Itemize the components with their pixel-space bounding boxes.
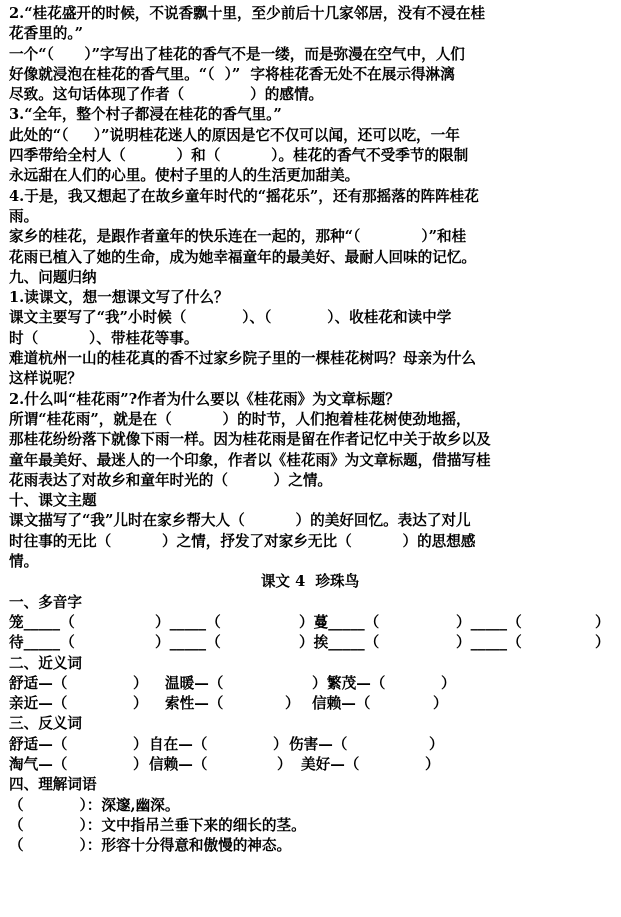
synonym-cell: ）	[433, 695, 448, 713]
synonym-cell: ）	[285, 695, 300, 713]
polyphone-cell: ）_____（	[155, 613, 221, 631]
antonym-row	[9, 735, 611, 755]
synonym-cell: ）	[441, 674, 456, 692]
polyphone-cell: 笼_____（	[9, 613, 75, 631]
antonym-cell: ）	[277, 755, 292, 773]
vocabulary-definition: （ ）：深邃,幽深。	[9, 796, 180, 814]
synonym-cell: ）	[312, 674, 327, 692]
synonym-cell: 繁茂—（	[327, 674, 386, 692]
antonym-cell: 舒适—（	[9, 735, 68, 753]
question-2-answer-line1: 所谓“桂花雨”，就是在（ ）的时节，人们抱着桂花树使劲地摇，	[9, 410, 471, 428]
theme-line2: 时往事的无比（ ）之情，抒发了对家乡无比（ ）的思想感	[9, 532, 476, 550]
synonym-cell: 索性—（	[165, 695, 224, 713]
synonym-cell: 亲近—（	[9, 695, 68, 713]
vocabulary-definition: （ ）：形容十分得意和傲慢的神态。	[9, 837, 292, 855]
antonym-cell: 美好—（	[301, 755, 360, 773]
q2-quote-line2: 花香里的。”	[9, 25, 84, 43]
q2-answer-line2: 好像就浸泡在桂花的香气里。“（ ）” 字将桂花香无处不在展示得淋漓	[9, 65, 455, 83]
section-heading-questions: 九、问题归纳	[9, 268, 97, 286]
vocabulary-definition: （ ）：文中指吊兰垂下来的细长的茎。	[9, 816, 306, 834]
polyphone-cell: ）	[595, 613, 610, 631]
section-heading-vocabulary: 四、理解词语	[9, 776, 97, 794]
antonym-cell: ）	[425, 755, 440, 773]
section-heading-antonyms: 三、反义词	[9, 715, 82, 733]
synonym-row	[9, 694, 611, 714]
question-1: 1.读课文，想一想课文写了什么？	[9, 289, 229, 307]
q2-answer-line1: 一个“（ ）”字写出了桂花的香气不是一缕，而是弥漫在空气中，人们	[9, 45, 465, 63]
question-1-answer-line2: 时（ ）、带桂花等事。	[9, 329, 199, 347]
polyphone-cell: ）_____（	[155, 634, 221, 652]
question-2-answer-line3: 童年最美好、最迷人的一个印象，作者以《桂花雨》为文章标题，借描写桂	[9, 451, 491, 469]
antonym-cell: ）	[133, 735, 148, 753]
synonym-cell: ）	[133, 674, 148, 692]
antonym-cell: ）	[133, 755, 148, 773]
q3-answer-line1: 此处的“（ ）”说明桂花迷人的原因是它不仅可以闻，还可以吃，一年	[9, 126, 460, 144]
q3-answer-line2: 四季带给全村人（ ）和（ ）。桂花的香气不受季节的限制	[9, 147, 469, 165]
synonym-cell: 信赖—（	[312, 695, 371, 713]
q4-quote-line2: 雨。	[9, 207, 39, 225]
antonym-cell: 淘气—（	[9, 755, 68, 773]
q4-answer-line2: 花雨已植入了她的生命，成为她幸福童年的最美好、最耐人回味的记忆。	[9, 248, 477, 266]
q2-quote-line1: 2.“桂花盛开的时候，不说香飘十里，至少前后十几家邻居，没有不浸在桂	[9, 5, 486, 22]
theme-line1: 课文描写了“我”儿时在家乡帮大人（ ）的美好回忆。表达了对儿	[9, 512, 471, 530]
section-heading-polyphones: 一、多音字	[9, 593, 82, 611]
question-1-answer-line1: 课文主要写了“我”小时候（ ）、（ ）、收桂花和读中学	[9, 309, 452, 327]
question-2: 2.什么叫“桂花雨”?作者为什么要以《桂花雨》为文章标题？	[9, 390, 400, 408]
polyphone-cell: ）	[595, 634, 610, 652]
antonym-cell: 伤害—（	[289, 735, 348, 753]
question-2-answer-line4: 花雨表达了对故乡和童年时光的（ ）之情。	[9, 471, 333, 489]
q4-answer-line1: 家乡的桂花，是跟作者童年的快乐连在一起的，那种“（ ）”和桂	[9, 228, 467, 246]
antonym-cell: 自在—（	[149, 735, 208, 753]
q3-quote: 3.“全年，整个村子都浸在桂花的香气里。”	[9, 106, 282, 124]
polyphone-cell: ）_____（	[456, 613, 522, 631]
q4-quote-line1: 4.于是，我又想起了在故乡童年时代的“摇花乐”，还有那摇落的阵阵桂花	[9, 187, 479, 205]
antonym-row	[9, 755, 611, 775]
q3-answer-line3: 永远甜在人们的心里。使村子里的人的生活更加甜美。	[9, 167, 360, 185]
synonym-cell: ）	[133, 695, 148, 713]
polyphone-cell: ）_____（	[456, 634, 522, 652]
antonym-cell: ）	[429, 735, 444, 753]
polyphone-cell: ）蔓_____（	[299, 613, 380, 631]
section-heading-synonyms: 二、近义词	[9, 654, 82, 672]
theme-line3: 情。	[9, 553, 39, 571]
synonym-cell: 温暖—（	[165, 674, 224, 692]
question-1b-line2: 这样说呢？	[9, 370, 82, 388]
polyphone-row	[9, 633, 611, 653]
section-heading-theme: 十、课文主题	[9, 492, 97, 510]
q2-answer-line3: 尽致。这句话体现了作者（ ）的感情。	[9, 86, 324, 104]
synonym-cell: 舒适—（	[9, 674, 68, 692]
polyphone-cell: ）挨_____（	[299, 634, 380, 652]
polyphone-cell: 待_____（	[9, 634, 75, 652]
polyphone-row	[9, 613, 611, 633]
antonym-cell: 信赖—（	[149, 755, 208, 773]
synonym-row	[9, 674, 611, 694]
question-2-answer-line2: 那桂花纷纷落下就像下雨一样。因为桂花雨是留在作者记忆中关于故乡以及	[9, 431, 491, 449]
lesson-title: 课文 4 珍珠鸟	[260, 573, 360, 591]
question-1b-line1: 难道杭州一山的桂花真的香不过家乡院子里的一棵桂花树吗？母亲为什么	[9, 350, 477, 368]
antonym-cell: ）	[273, 735, 288, 753]
